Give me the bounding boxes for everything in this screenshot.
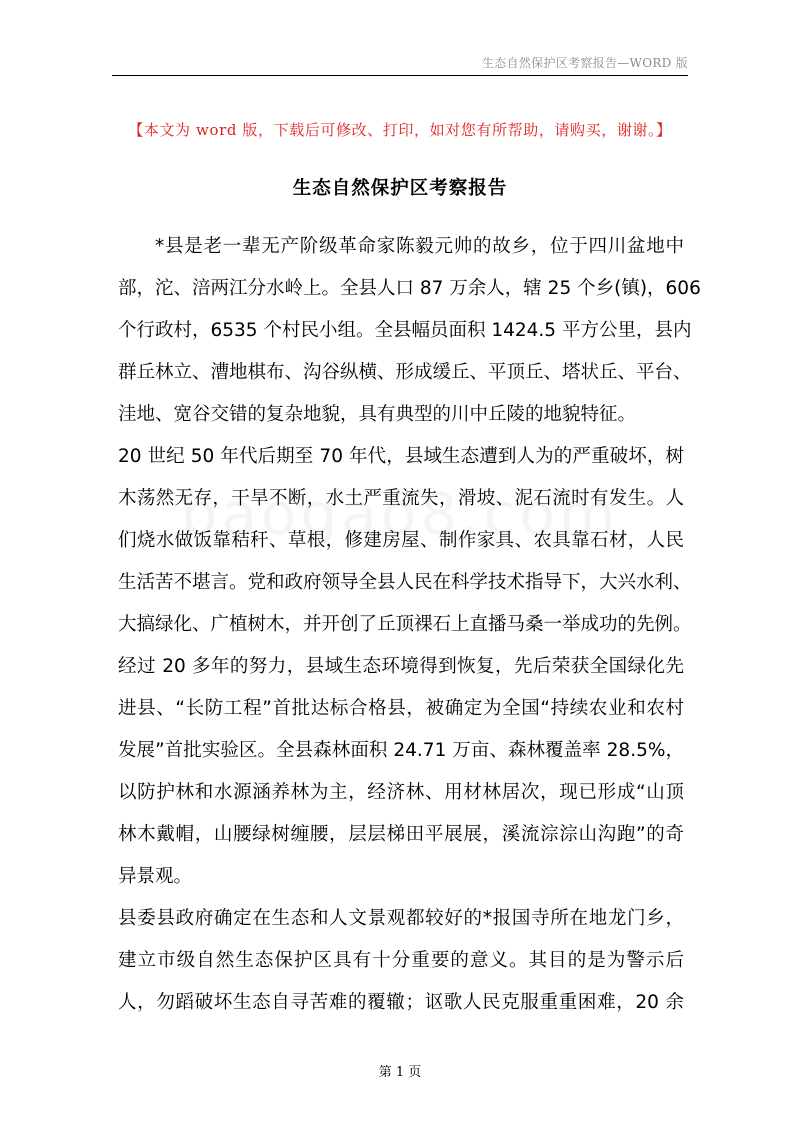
paragraph-3-line-3: 人，勿蹈破坏生态自寻苦难的覆辙；讴歌人民克服重重困难，20 余 bbox=[118, 992, 684, 1013]
paragraph-2-line-5: 大搞绿化、广植树木，并开创了丘顶裸石上直播马桑一举成功的先例。 bbox=[118, 614, 692, 635]
paragraph-3-line-2: 建立市级自然生态保护区具有十分重要的意义。其目的是为警示后 bbox=[118, 950, 684, 971]
paragraph-1-line-4: 群丘林立、漕地棋布、沟谷纵横、形成缓丘、平顶丘、塔状丘、平台、 bbox=[118, 362, 692, 383]
page-number: 第 1 页 bbox=[378, 1065, 422, 1080]
paragraph-2-line-10: 林木戴帽，山腰绿树缠腰，层层梯田平展展，溪流淙淙山沟跑”的奇 bbox=[118, 824, 684, 845]
paragraph-2-line-8: 发展”首批实验区。全县森林面积 24.71 万亩、森林覆盖率 28.5%， bbox=[118, 740, 684, 761]
paragraph-2-line-3: 们烧水做饭靠秸秆、草根，修建房屋、制作家具、农具靠石材，人民 bbox=[118, 530, 684, 551]
paragraph-2-line-1: 20 世纪 50 年代后期至 70 年代，县域生态遭到人为的严重破坏，树 bbox=[118, 446, 684, 467]
paragraph-1-line-1: *县是老一辈无产阶级革命家陈毅元帅的故乡，位于四川盆地中 bbox=[155, 236, 684, 257]
paragraph-1-line-2: 部，沱、涪两江分水岭上。全县人口 87 万余人，辖 25 个乡(镇)，606 bbox=[118, 278, 701, 299]
paragraph-3-line-1: 县委县政府确定在生态和人文景观都较好的*报国寺所在地龙门乡， bbox=[118, 908, 684, 929]
document-title: 生态自然保护区考察报告 bbox=[292, 178, 508, 199]
running-header: 生态自然保护区考察报告—WORD 版 bbox=[481, 56, 688, 70]
paragraph-2-line-6: 经过 20 多年的努力，县域生态环境得到恢复，先后荣获全国绿化先 bbox=[118, 656, 684, 677]
paragraph-1-line-5: 洼地、宽谷交错的复杂地貌，具有典型的川中丘陵的地貌特征。 bbox=[118, 404, 637, 425]
header-divider bbox=[112, 75, 688, 76]
document-body bbox=[118, 226, 701, 1024]
paragraph-2-line-7: 进县、“长防工程”首批达标合格县，被确定为全国“持续农业和农村 bbox=[118, 698, 684, 719]
paragraph-2-line-4: 生活苦不堪言。党和政府领导全县人民在科学技术指导下，大兴水利、 bbox=[118, 572, 692, 593]
paragraph-2-line-2: 木荡然无存，干旱不断，水土严重流失，滑坡、泥石流时有发生。人 bbox=[118, 488, 684, 509]
download-notice: 【本文为 word 版，下载后可修改、打印，如对您有所帮助，请购买，谢谢。】 bbox=[128, 121, 672, 139]
paragraph-2-line-9: 以防护林和水源涵养林为主，经济林、用材林居次，现已形成“山顶 bbox=[118, 782, 684, 803]
paragraph-2-line-11: 异景观。 bbox=[118, 866, 193, 887]
paragraph-1-line-3: 个行政村，6535 个村民小组。全县幅员面积 1424.5 平方公里，县内 bbox=[118, 320, 692, 341]
